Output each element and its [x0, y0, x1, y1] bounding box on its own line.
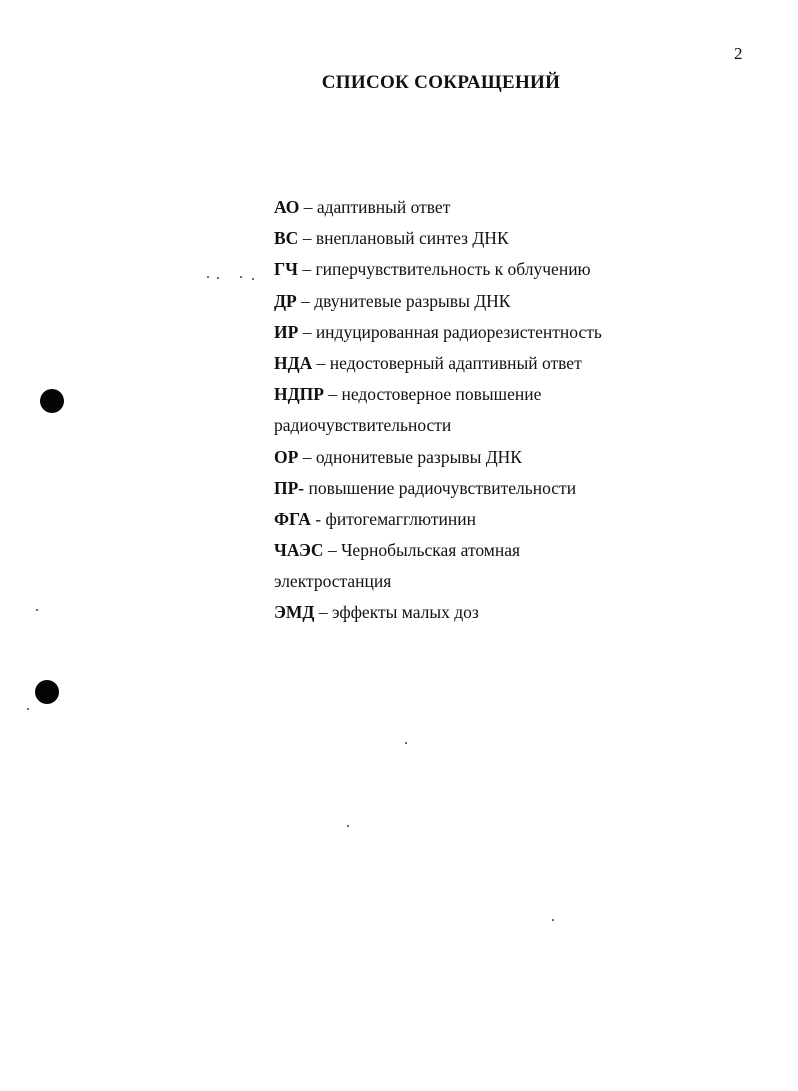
abbreviation-term: ПР-	[274, 477, 305, 498]
abbreviation-definition: – индуцированная радиорезистентность	[298, 321, 602, 342]
abbreviation-term: ЧАЭС	[274, 540, 324, 561]
abbreviation-definition: электростанция	[274, 571, 392, 592]
abbreviation-item	[274, 351, 674, 382]
abbreviation-definition: – двунитевые разрывы ДНК	[296, 290, 511, 311]
abbreviation-definition: радиочувствительности	[274, 415, 452, 436]
abbreviation-definition: – однонитевые разрывы ДНК	[298, 446, 522, 467]
scan-speck	[240, 276, 242, 278]
abbreviation-definition: – гиперчувствительность к облучению	[297, 259, 591, 280]
scan-speck	[36, 609, 38, 611]
abbreviation-item	[274, 320, 674, 351]
abbreviation-item	[274, 538, 674, 569]
abbreviation-definition: – недостоверный адаптивный ответ	[312, 352, 582, 373]
abbreviation-item	[274, 226, 674, 257]
abbreviation-item	[274, 600, 674, 631]
page-number: 2	[734, 44, 743, 63]
scan-speck	[552, 919, 554, 921]
abbreviation-term: ОР	[274, 446, 299, 467]
abbreviation-definition: повышение радиочувствительности	[304, 477, 577, 498]
abbreviation-definition: – адаптивный ответ	[299, 197, 451, 217]
scan-speck	[405, 742, 407, 744]
punch-hole-top	[40, 389, 64, 413]
abbreviation-definition: - фитогемагглютинин	[310, 508, 476, 529]
abbreviation-term: АО	[274, 197, 300, 217]
scan-speck	[252, 278, 254, 280]
abbreviation-item	[274, 195, 674, 226]
abbreviation-term: ИР	[274, 321, 299, 342]
abbreviation-item	[274, 257, 674, 288]
abbreviation-list	[274, 195, 674, 632]
abbreviation-definition: – Чернобыльская атомная	[323, 540, 521, 561]
abbreviation-term: ВС	[274, 228, 299, 249]
abbreviation-item	[274, 507, 674, 538]
abbreviation-continuation	[274, 569, 674, 600]
abbreviation-term: ЭМД	[274, 602, 315, 623]
abbreviation-term: ГЧ	[274, 259, 298, 280]
abbreviation-definition: – внеплановый синтез ДНК	[298, 228, 509, 249]
abbreviation-term: НДА	[274, 352, 313, 373]
abbreviation-item	[274, 382, 674, 413]
abbreviation-item	[274, 289, 674, 320]
abbreviation-term: НДПР	[274, 384, 324, 405]
abbreviation-continuation	[274, 413, 674, 444]
punch-hole-bottom	[35, 680, 59, 704]
abbreviation-definition: – эффекты малых доз	[314, 602, 479, 623]
scan-speck	[217, 277, 219, 279]
scan-speck	[207, 276, 209, 278]
abbreviation-definition: – недостоверное повышение	[323, 384, 542, 405]
abbreviation-term: ФГА	[274, 508, 311, 529]
scan-speck	[347, 825, 349, 827]
scan-speck	[27, 708, 29, 710]
page-title: СПИСОК СОКРАЩЕНИЙ	[321, 72, 561, 93]
abbreviation-term: ДР	[274, 290, 297, 311]
abbreviation-item	[274, 445, 674, 476]
abbreviation-item	[274, 476, 674, 507]
